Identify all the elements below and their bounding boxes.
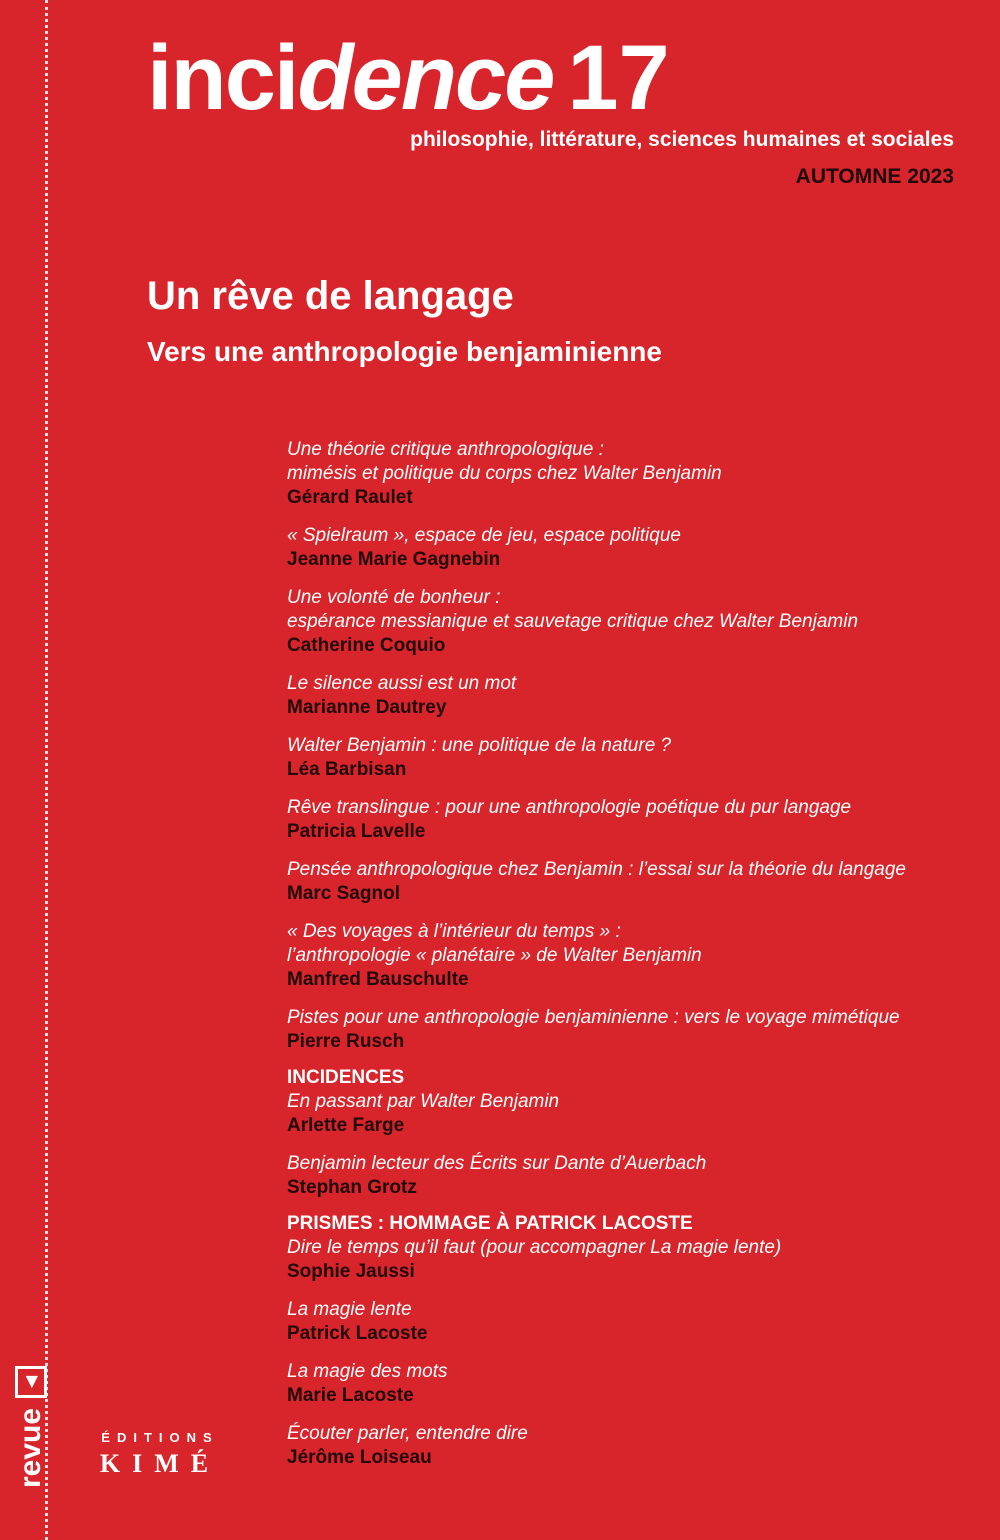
article-title: Benjamin lecteur des Écrits sur Dante d’Auerbach (287, 1153, 707, 1174)
publisher-line1: ÉDITIONS (101, 1430, 219, 1445)
article-author: Sophie Jaussi (287, 1261, 415, 1282)
article-title: « Des voyages à l’intérieur du temps » : (287, 921, 621, 942)
toc-entry (287, 1360, 970, 1408)
spine-label (8, 1335, 48, 1495)
publisher-line2: KIMÉ (99, 1449, 221, 1478)
article-title: Dire le temps qu’il faut (pour accompagner La magie lente) (287, 1237, 782, 1258)
masthead-part2: dence (297, 27, 554, 129)
article-title: espérance messianique et sauvetage critique chez Walter Benjamin (287, 611, 859, 632)
publisher-logo (85, 1430, 235, 1479)
article-title: Une théorie critique anthropologique : (287, 439, 604, 460)
section-heading: PRISMES : HOMMAGE À PATRICK LACOSTE (287, 1213, 693, 1234)
toc-entry (287, 1298, 970, 1346)
issue-subtitle: Vers une anthropologie benjaminienne (147, 336, 662, 367)
article-title: l’anthropologie « planétaire » de Walter Benjamin (287, 945, 702, 966)
masthead-part1: inci (147, 27, 298, 129)
article-author: Jérôme Loiseau (287, 1447, 432, 1468)
toc-entry (287, 524, 970, 572)
article-author: Marianne Dautrey (287, 697, 447, 718)
article-author: Patrick Lacoste (287, 1323, 428, 1344)
article-title: Le silence aussi est un mot (287, 673, 517, 694)
toc-entry (287, 920, 970, 992)
article-title: La magie des mots (287, 1361, 448, 1382)
article-author: Arlette Farge (287, 1115, 405, 1136)
article-author: Catherine Coquio (287, 635, 446, 656)
journal-tagline: philosophie, littérature, sciences humaines et sociales (410, 128, 954, 151)
toc-entry (287, 1422, 970, 1470)
toc-entry (287, 586, 970, 658)
speaker-triangle-icon: ◀ (15, 1366, 47, 1398)
article-title: Une volonté de bonheur : (287, 587, 501, 608)
article-title: Écouter parler, entendre dire (287, 1423, 528, 1444)
toc-entry (287, 734, 970, 782)
journal-masthead (147, 27, 670, 129)
table-of-contents (287, 438, 970, 1484)
toc-entry (287, 1236, 970, 1284)
toc-entry (287, 1152, 970, 1200)
toc-entry (287, 1006, 970, 1054)
section-heading: INCIDENCES (287, 1067, 405, 1088)
article-author: Marie Lacoste (287, 1385, 414, 1406)
toc-entry (287, 438, 970, 510)
spine-label-text: revue (14, 1407, 47, 1488)
article-author: Manfred Bauschulte (287, 969, 469, 990)
article-author: Patricia Lavelle (287, 821, 426, 842)
toc-entry (287, 1090, 970, 1138)
article-author: Marc Sagnol (287, 883, 400, 904)
article-title: Rêve translingue : pour une anthropologie poétique du pur langage (287, 797, 852, 818)
toc-entry (287, 858, 970, 906)
issue-number: 17 (567, 27, 670, 129)
article-author: Léa Barbisan (287, 759, 407, 780)
article-title: Pensée anthropologique chez Benjamin : l’essai sur la théorie du langage (287, 859, 906, 880)
article-title: Pistes pour une anthropologie benjaminienne : vers le voyage mimétique (287, 1007, 900, 1028)
issue-season: AUTOMNE 2023 (795, 165, 954, 188)
spine-dotted-line (45, 0, 48, 1540)
article-author: Gérard Raulet (287, 487, 413, 508)
article-title: Walter Benjamin : une politique de la nature ? (287, 735, 672, 756)
article-title: La magie lente (287, 1299, 412, 1320)
article-title: mimésis et politique du corps chez Walter Benjamin (287, 463, 722, 484)
article-author: Stephan Grotz (287, 1177, 417, 1198)
issue-title: Un rêve de langage (147, 274, 514, 318)
article-author: Jeanne Marie Gagnebin (287, 549, 501, 570)
toc-entry (287, 796, 970, 844)
article-title: En passant par Walter Benjamin (287, 1091, 560, 1112)
article-author: Pierre Rusch (287, 1031, 405, 1052)
toc-entry (287, 672, 970, 720)
article-title: « Spielraum », espace de jeu, espace politique (287, 525, 681, 546)
